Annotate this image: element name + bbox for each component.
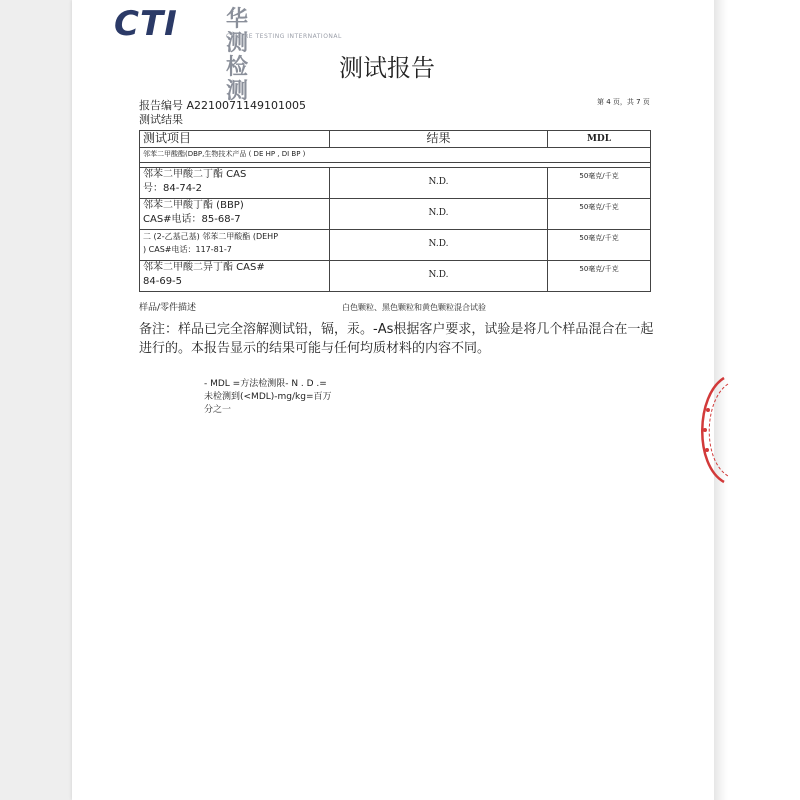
table-row bbox=[140, 230, 651, 261]
table-row bbox=[140, 261, 651, 292]
table-row bbox=[140, 199, 651, 230]
sample-description-label: 样品/零件描述 bbox=[139, 303, 197, 313]
group-title: 邻苯二甲酸酯(DBP,生物技术产品 ( DE HP , DI BP ) bbox=[140, 148, 651, 163]
row-mdl: 50毫克/千克 bbox=[548, 199, 651, 230]
row-mdl: 50毫克/千克 bbox=[548, 261, 651, 292]
header-mdl: MDL bbox=[548, 131, 651, 148]
sample-description-value: 白色颗粒、黑色颗粒和黄色颗粒混合试验 bbox=[342, 303, 486, 312]
row-result: N.D. bbox=[330, 261, 548, 292]
page-title: 测试报告 bbox=[339, 54, 435, 82]
report-number: 报告编号 A2210071149101005 bbox=[139, 99, 306, 112]
header-test-item: 测试项目 bbox=[140, 131, 330, 148]
item-name-line2: 号：84-74-2 bbox=[143, 183, 203, 194]
row-mdl: 50毫克/千克 bbox=[548, 168, 651, 199]
row-mdl: 50毫克/千克 bbox=[548, 230, 651, 261]
stamp-mark bbox=[705, 448, 709, 452]
report-page bbox=[72, 0, 702, 800]
remark-text: 备注：样品已完全溶解测试铅，镉，汞。-As根据客户要求，试验是将几个样品混合在一起进行的。本报告显示的结果可能与任何均质材料的内容不同。 bbox=[139, 322, 654, 356]
row-result: N.D. bbox=[330, 230, 548, 261]
row-result: N.D. bbox=[330, 168, 548, 199]
item-name-line2: 84-69-5 bbox=[143, 276, 183, 287]
item-name-line1: 邻苯二甲酸二丁酯 CAS bbox=[143, 169, 247, 180]
results-table bbox=[139, 130, 651, 292]
page-indicator: 第 4 页，共 7 页 bbox=[597, 98, 650, 106]
row-item-name bbox=[140, 199, 330, 230]
stamp-graphic bbox=[690, 370, 730, 490]
row-item-name bbox=[140, 168, 330, 199]
red-seal-stamp bbox=[690, 370, 730, 490]
logo-chinese-name: 华测检测 bbox=[226, 7, 251, 104]
item-name-line2: CAS#电话：85-68-7 bbox=[143, 214, 241, 225]
notes-block bbox=[204, 378, 384, 417]
stamp-mark bbox=[703, 428, 707, 432]
stamp-inner-arc bbox=[709, 384, 728, 476]
logo-abbr: CTI bbox=[114, 4, 178, 44]
table-row bbox=[140, 168, 651, 199]
note-line-2: 未检测到(<MDL)-mg/kg=百万 bbox=[204, 392, 332, 402]
table-header-row bbox=[140, 131, 651, 148]
item-name-line2: ) CAS#电话：117-81-7 bbox=[143, 245, 232, 254]
group-row bbox=[140, 148, 651, 163]
row-item-name bbox=[140, 261, 330, 292]
logo-english-name: CENTRE TESTING INTERNATIONAL bbox=[226, 33, 342, 40]
header-result: 结果 bbox=[330, 131, 548, 148]
note-line-3: 分之一 bbox=[204, 405, 232, 415]
item-name-line1: 邻苯二甲酸二异丁酯 CAS# bbox=[143, 262, 265, 273]
note-line-1: - MDL =方法检测限- N . D .= bbox=[204, 379, 327, 389]
results-label: 测试结果 bbox=[139, 113, 183, 126]
item-name-line1: 二 (2-乙基己基) 邻苯二甲酸酯 (DEHP bbox=[143, 232, 279, 241]
item-name-line1: 邻苯二甲酸丁酯 (BBP) bbox=[143, 200, 244, 211]
row-result: N.D. bbox=[330, 199, 548, 230]
stamp-mark bbox=[706, 408, 710, 412]
row-item-name bbox=[140, 230, 330, 261]
